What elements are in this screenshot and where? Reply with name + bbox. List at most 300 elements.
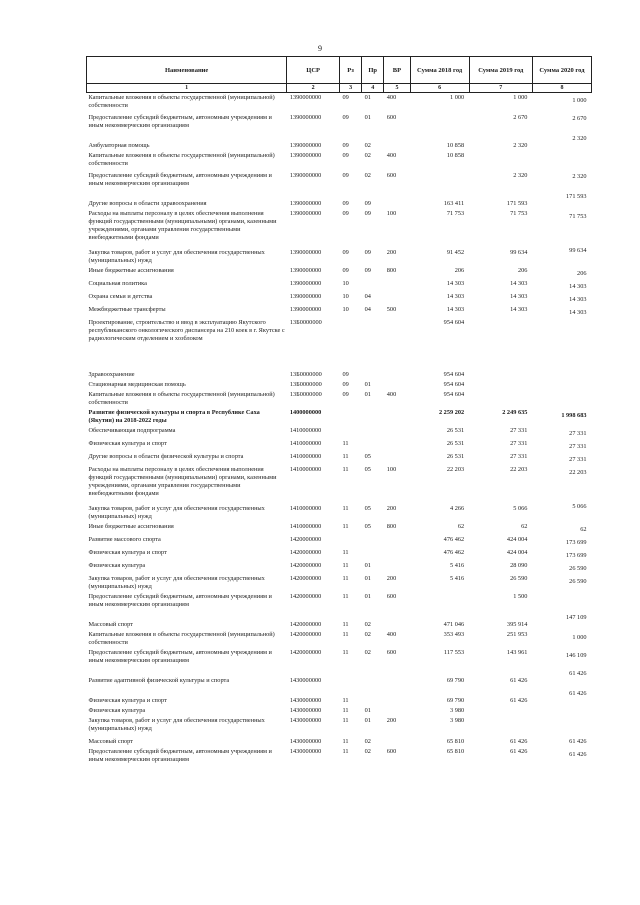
- row-sum-2018: 954 604: [443, 391, 465, 398]
- row-pr: [362, 439, 384, 452]
- row-sum-2020: 14 303: [569, 296, 587, 303]
- table-row: [87, 344, 592, 380]
- header-sum-2020: Сумма 2020 год: [532, 57, 591, 84]
- row-rz: 11: [342, 562, 349, 569]
- row-pr: 02: [364, 142, 371, 149]
- row-rz: [340, 408, 362, 426]
- row-csr: 1400000000: [289, 409, 322, 416]
- row-name: Физическая культура: [88, 707, 146, 714]
- row-sum-2018: 206: [454, 267, 465, 274]
- row-name: Закупка товаров, работ и услуг для обеспечения государственных (муниципальных) нужд: [88, 575, 265, 590]
- table-body: [87, 93, 592, 766]
- row-name: Развитие массового спорта: [88, 536, 161, 543]
- table-row: [87, 318, 592, 344]
- row-sum-2020: 61 426: [569, 670, 587, 677]
- row-sum-2020: 61 426: [569, 690, 587, 697]
- row-csr: 1430000000: [289, 717, 322, 724]
- row-pr: [362, 408, 384, 426]
- table-row: [87, 716, 592, 734]
- table-row: [87, 131, 592, 151]
- row-csr: 1420000000: [289, 631, 322, 638]
- row-pr: 02: [364, 631, 371, 638]
- row-sum-2020: [532, 151, 591, 169]
- row-vr: [384, 380, 410, 390]
- row-sum-2019: 61 426: [510, 677, 528, 684]
- row-name: Расходы на выплаты персоналу в целях обеспечения выполнения функций государственными (муниципальными) органами, казенными учреждениями, органами управления государственными внебюджетными фондами: [88, 466, 277, 497]
- row-sum-2020: [532, 716, 591, 734]
- row-csr: 1420000000: [289, 575, 322, 582]
- row-vr: [384, 452, 410, 465]
- row-sum-2020: 99 634: [569, 247, 587, 254]
- row-name: Массовый спорт: [88, 738, 133, 745]
- row-pr: 01: [364, 114, 371, 121]
- table-row: [87, 747, 592, 765]
- row-pr: [362, 548, 384, 561]
- row-sum-2018: 65 810: [446, 748, 465, 755]
- row-sum-2019: 71 753: [510, 210, 528, 217]
- row-sum-2020: [532, 390, 591, 408]
- table-row: [87, 279, 592, 292]
- row-sum-2019: 171 593: [506, 200, 528, 207]
- table-column-numbers-row: [87, 84, 592, 93]
- table-row: [87, 243, 592, 266]
- row-sum-2018: 5 416: [449, 575, 465, 582]
- row-sum-2019: 2 670: [513, 114, 528, 121]
- row-pr: [362, 686, 384, 706]
- row-csr: 1390000000: [289, 200, 322, 207]
- row-name: Иные бюджетные ассигнования: [88, 523, 174, 530]
- row-vr: 600: [386, 748, 397, 755]
- row-csr: 1430000000: [289, 697, 322, 704]
- row-vr: [384, 686, 410, 706]
- table-row: [87, 522, 592, 535]
- row-pr: 02: [364, 621, 371, 628]
- row-rz: 10: [342, 293, 349, 300]
- row-vr: [384, 706, 410, 716]
- row-sum-2018: 91 452: [446, 249, 465, 256]
- row-name: Проектирование, строительство и ввод в эксплуатацию Якутского республиканского онкологического диспансера на 210 коек в г. Якутске с радиологическим отделением и хозблоком: [88, 319, 285, 342]
- row-vr: [384, 189, 410, 209]
- row-sum-2018: 69 790: [446, 677, 465, 684]
- header-sum-2018: Сумма 2018 год: [410, 57, 469, 84]
- row-csr: 1420000000: [289, 549, 322, 556]
- row-sum-2018: [410, 592, 469, 610]
- row-sum-2018: [410, 111, 469, 131]
- row-sum-2020: 173 699: [566, 552, 587, 559]
- table-row: [87, 666, 592, 686]
- row-rz: [340, 426, 362, 439]
- row-csr: 13Б0000000: [289, 391, 322, 398]
- row-vr: 200: [386, 575, 397, 582]
- row-rz: 11: [342, 593, 349, 600]
- row-vr: [384, 610, 410, 630]
- row-rz: 11: [342, 717, 349, 724]
- row-rz: 11: [342, 631, 349, 638]
- row-sum-2019: [469, 151, 532, 169]
- row-sum-2020: 27 331: [569, 443, 587, 450]
- row-pr: 09: [364, 267, 371, 274]
- row-sum-2018: 71 753: [446, 210, 465, 217]
- row-sum-2020: 22 203: [569, 469, 587, 476]
- row-vr: [384, 279, 410, 292]
- row-vr: 800: [386, 267, 397, 274]
- row-sum-2020: [532, 380, 591, 390]
- row-vr: 600: [386, 593, 397, 600]
- row-pr: 05: [364, 453, 371, 460]
- row-pr: 04: [364, 293, 371, 300]
- row-sum-2020: 26 590: [569, 565, 587, 572]
- row-name: Массовый спорт: [88, 621, 133, 628]
- row-sum-2020: 14 303: [569, 309, 587, 316]
- row-rz: 11: [342, 707, 349, 714]
- row-name: Охрана семьи и детства: [88, 293, 153, 300]
- row-rz: 11: [342, 748, 349, 755]
- row-vr: 600: [386, 114, 397, 121]
- table-row: [87, 706, 592, 716]
- row-sum-2020: 171 593: [566, 193, 587, 200]
- header-sum-2019: Сумма 2019 год: [469, 57, 532, 84]
- row-vr: 500: [386, 306, 397, 313]
- row-csr: 1430000000: [289, 707, 322, 714]
- column-number: 8: [532, 84, 591, 93]
- row-vr: 400: [386, 391, 397, 398]
- row-name: Закупка товаров, работ и услуг для обеспечения государственных (муниципальных) нужд: [88, 717, 265, 732]
- row-csr: 1390000000: [289, 114, 322, 121]
- budget-table: [86, 56, 592, 765]
- row-vr: [384, 318, 410, 344]
- row-sum-2020: [532, 318, 591, 344]
- row-sum-2019: 61 426: [510, 738, 528, 745]
- header-pr: Пр: [362, 57, 384, 84]
- row-sum-2020: 147 109: [566, 614, 587, 621]
- row-rz: 09: [342, 381, 349, 388]
- table-row: [87, 610, 592, 630]
- table-row: [87, 592, 592, 610]
- table-row: [87, 648, 592, 666]
- row-sum-2020: 146 109: [566, 652, 587, 659]
- table-row: [87, 465, 592, 499]
- row-sum-2018: [410, 169, 469, 189]
- row-sum-2019: 424 004: [506, 536, 528, 543]
- row-name: Стационарная медицинская помощь: [88, 381, 186, 388]
- row-sum-2020: 61 426: [569, 751, 587, 758]
- row-csr: 1420000000: [289, 593, 322, 600]
- row-name: Иные бюджетные ассигнования: [88, 267, 174, 274]
- row-name: Расходы на выплаты персоналу в целях обеспечения выполнения функций государственными (муниципальными) органами, казенными учреждениями, органами управления государственными внебюджетными фондами: [88, 210, 277, 241]
- row-sum-2018: 3 980: [449, 707, 465, 714]
- table-row: [87, 574, 592, 592]
- row-rz: 11: [342, 523, 349, 530]
- row-sum-2020: 173 699: [566, 539, 587, 546]
- row-csr: 1390000000: [289, 172, 322, 179]
- row-csr: 1390000000: [289, 267, 322, 274]
- row-sum-2020: 62: [580, 526, 587, 533]
- row-sum-2020: 14 303: [569, 283, 587, 290]
- row-sum-2020: 206: [577, 270, 587, 277]
- row-vr: 600: [386, 172, 397, 179]
- row-name: Предоставление субсидий бюджетным, автономным учреждениям и иным некоммерческим организациям: [88, 649, 272, 664]
- row-name: Закупка товаров, работ и услуг для обеспечения государственных (муниципальных) нужд: [88, 505, 265, 520]
- row-csr: 1390000000: [289, 152, 322, 159]
- row-vr: [384, 535, 410, 548]
- row-pr: 05: [364, 505, 371, 512]
- row-sum-2020: 1 000: [572, 634, 587, 641]
- row-name: Предоставление субсидий бюджетным, автономным учреждениям и иным некоммерческим организациям: [88, 593, 272, 608]
- row-sum-2018: 471 046: [443, 621, 465, 628]
- row-pr: [362, 535, 384, 548]
- row-name: Капитальные вложения в объекты государственной (муниципальной) собственности: [88, 94, 275, 109]
- row-pr: [362, 666, 384, 686]
- table-row: [87, 305, 592, 318]
- table-row: [87, 426, 592, 439]
- row-vr: [384, 734, 410, 747]
- row-csr: 1410000000: [289, 466, 322, 473]
- row-rz: 09: [342, 210, 349, 217]
- row-rz: 11: [342, 453, 349, 460]
- row-sum-2019: 251 953: [506, 631, 528, 638]
- row-sum-2019: 28 090: [510, 562, 528, 569]
- row-vr: 400: [386, 631, 397, 638]
- row-sum-2019: 206: [517, 267, 528, 274]
- row-pr: 01: [364, 391, 371, 398]
- row-sum-2019: 2 249 635: [502, 409, 528, 416]
- row-csr: 13Б0000000: [289, 371, 322, 378]
- row-pr: 02: [364, 738, 371, 745]
- row-vr: [384, 439, 410, 452]
- row-sum-2018: 1 000: [449, 94, 465, 101]
- row-csr: 1410000000: [289, 505, 322, 512]
- row-rz: 11: [342, 549, 349, 556]
- row-rz: 09: [342, 152, 349, 159]
- row-rz: [340, 666, 362, 686]
- row-name: Здравоохранение: [88, 371, 135, 378]
- row-csr: 1420000000: [289, 562, 322, 569]
- row-pr: 02: [364, 748, 371, 755]
- row-name: Другие вопросы в области здравоохранения: [88, 200, 207, 207]
- table-row: [87, 439, 592, 452]
- row-name: Физическая культура и спорт: [88, 440, 167, 447]
- row-sum-2019: [469, 344, 532, 380]
- row-sum-2019: [469, 390, 532, 408]
- row-name: Социальная политика: [88, 280, 147, 287]
- row-name: Физическая культура: [88, 562, 146, 569]
- row-name: Обеспечивающая подпрограмма: [88, 427, 176, 434]
- row-sum-2019: 27 331: [510, 440, 528, 447]
- row-sum-2018: 22 203: [446, 466, 465, 473]
- row-name: Межбюджетные трансферты: [88, 306, 166, 313]
- row-pr: 01: [364, 94, 371, 101]
- row-sum-2019: 27 331: [510, 453, 528, 460]
- row-vr: 100: [386, 466, 397, 473]
- row-name: Капитальные вложения в объекты государственной (муниципальной) собственности: [88, 391, 275, 406]
- row-csr: 1430000000: [289, 677, 322, 684]
- row-rz: 11: [342, 738, 349, 745]
- row-pr: 02: [364, 172, 371, 179]
- column-number: 1: [87, 84, 287, 93]
- row-pr: 01: [364, 562, 371, 569]
- row-csr: 1390000000: [289, 293, 322, 300]
- row-sum-2019: [469, 706, 532, 716]
- row-pr: [362, 318, 384, 344]
- row-name: Закупка товаров, работ и услуг для обеспечения государственных (муниципальных) нужд: [88, 249, 265, 264]
- row-name: Физическая культура и спорт: [88, 549, 167, 556]
- row-csr: 1390000000: [289, 94, 322, 101]
- column-number: 6: [410, 84, 469, 93]
- row-rz: 11: [342, 697, 349, 704]
- row-sum-2018: 10 858: [446, 152, 465, 159]
- row-rz: 09: [342, 200, 349, 207]
- table-row: [87, 408, 592, 426]
- row-vr: 400: [386, 152, 397, 159]
- row-sum-2018: 476 462: [443, 549, 465, 556]
- row-sum-2019: 424 004: [506, 549, 528, 556]
- row-sum-2020: 2 320: [572, 135, 587, 142]
- row-vr: 400: [386, 94, 397, 101]
- row-sum-2018: 26 531: [446, 427, 465, 434]
- row-sum-2019: 2 320: [513, 142, 528, 149]
- row-sum-2019: 14 303: [510, 293, 528, 300]
- row-vr: [384, 426, 410, 439]
- row-csr: 1410000000: [289, 523, 322, 530]
- row-csr: 1390000000: [289, 142, 322, 149]
- page-number: 9: [318, 44, 322, 53]
- table-row: [87, 630, 592, 648]
- row-name: Предоставление субсидий бюджетным, автономным учреждениям и иным некоммерческим организациям: [88, 748, 272, 763]
- row-pr: 01: [364, 593, 371, 600]
- row-sum-2020: 61 426: [569, 738, 587, 745]
- table-row: [87, 499, 592, 522]
- table-row: [87, 734, 592, 747]
- row-vr: [384, 408, 410, 426]
- row-csr: 1410000000: [289, 453, 322, 460]
- row-csr: 1430000000: [289, 738, 322, 745]
- row-name: Предоставление субсидий бюджетным, автономным учреждениям и иным некоммерческим организациям: [88, 172, 272, 187]
- table-row: [87, 93, 592, 112]
- row-sum-2020: 71 753: [569, 213, 587, 220]
- row-rz: 09: [342, 249, 349, 256]
- row-csr: 1420000000: [289, 649, 322, 656]
- row-sum-2018: 14 303: [446, 280, 465, 287]
- row-vr: [384, 548, 410, 561]
- row-csr: 1390000000: [289, 306, 322, 313]
- table-row: [87, 390, 592, 408]
- row-sum-2018: 26 531: [446, 440, 465, 447]
- row-rz: 11: [342, 621, 349, 628]
- row-pr: 02: [364, 649, 371, 656]
- row-sum-2019: [469, 318, 532, 344]
- row-sum-2018: 10 858: [446, 142, 465, 149]
- row-sum-2018: 14 303: [446, 306, 465, 313]
- row-vr: [384, 131, 410, 151]
- row-sum-2020: [532, 592, 591, 610]
- table-row: [87, 111, 592, 131]
- row-sum-2018: 2 259 202: [438, 409, 465, 416]
- row-csr: 1410000000: [289, 427, 322, 434]
- row-pr: [362, 279, 384, 292]
- row-sum-2020: [532, 344, 591, 380]
- row-rz: 09: [342, 172, 349, 179]
- row-sum-2019: 61 426: [510, 748, 528, 755]
- row-sum-2018: 954 604: [443, 381, 465, 388]
- row-sum-2020: 1 998 683: [561, 412, 587, 419]
- header-vr: ВР: [384, 57, 410, 84]
- row-csr: 1410000000: [289, 440, 322, 447]
- row-pr: [362, 344, 384, 380]
- row-rz: 10: [342, 280, 349, 287]
- row-sum-2019: 143 961: [506, 649, 528, 656]
- row-sum-2018: 69 790: [446, 697, 465, 704]
- row-pr: 01: [364, 707, 371, 714]
- row-sum-2019: 62: [521, 523, 528, 530]
- row-sum-2019: 2 320: [513, 172, 528, 179]
- row-name: Другие вопросы в области физической культуры и спорта: [88, 453, 244, 460]
- table-row: [87, 535, 592, 548]
- row-csr: 13Б0000000: [289, 381, 322, 388]
- row-rz: 09: [342, 391, 349, 398]
- row-rz: 09: [342, 371, 349, 378]
- row-sum-2018: 4 266: [449, 505, 465, 512]
- row-sum-2019: 395 914: [506, 621, 528, 628]
- row-sum-2020: 27 331: [569, 430, 587, 437]
- row-vr: 100: [386, 210, 397, 217]
- row-pr: 09: [364, 210, 371, 217]
- row-pr: 09: [364, 200, 371, 207]
- row-sum-2018: 26 531: [446, 453, 465, 460]
- row-pr: 01: [364, 717, 371, 724]
- row-pr: [362, 426, 384, 439]
- row-pr: 04: [364, 306, 371, 313]
- row-sum-2019: 22 203: [510, 466, 528, 473]
- row-rz: 11: [342, 440, 349, 447]
- row-csr: 1390000000: [289, 249, 322, 256]
- row-csr: 1390000000: [289, 210, 322, 217]
- table-row: [87, 169, 592, 189]
- row-sum-2018: 954 604: [443, 319, 465, 326]
- row-sum-2019: [469, 716, 532, 734]
- table-row: [87, 266, 592, 279]
- row-rz: 09: [342, 114, 349, 121]
- row-sum-2019: [469, 380, 532, 390]
- row-sum-2020: 27 331: [569, 456, 587, 463]
- row-pr: 09: [364, 249, 371, 256]
- row-vr: 200: [386, 717, 397, 724]
- row-rz: [340, 535, 362, 548]
- table-row: [87, 292, 592, 305]
- row-name: Предоставление субсидий бюджетным, автономным учреждениям и иным некоммерческим организациям: [88, 114, 272, 129]
- row-vr: 200: [386, 249, 397, 256]
- table-row: [87, 380, 592, 390]
- row-sum-2020: 1 000: [572, 97, 587, 104]
- row-name: Амбулаторная помощь: [88, 142, 150, 149]
- row-csr: 1420000000: [289, 621, 322, 628]
- column-number: 3: [340, 84, 362, 93]
- table-row: [87, 151, 592, 169]
- table-row: [87, 548, 592, 561]
- row-sum-2018: 14 303: [446, 293, 465, 300]
- row-sum-2018: 62: [457, 523, 465, 530]
- column-number: 2: [287, 84, 340, 93]
- row-name: Капитальные вложения в объекты государственной (муниципальной) собственности: [88, 631, 275, 646]
- row-vr: 200: [386, 505, 397, 512]
- row-sum-2018: 476 462: [443, 536, 465, 543]
- row-pr: 01: [364, 381, 371, 388]
- row-sum-2019: 14 303: [510, 280, 528, 287]
- row-csr: 1390000000: [289, 280, 322, 287]
- row-rz: 11: [342, 649, 349, 656]
- row-rz: 10: [342, 306, 349, 313]
- row-rz: [340, 318, 362, 344]
- row-vr: 800: [386, 523, 397, 530]
